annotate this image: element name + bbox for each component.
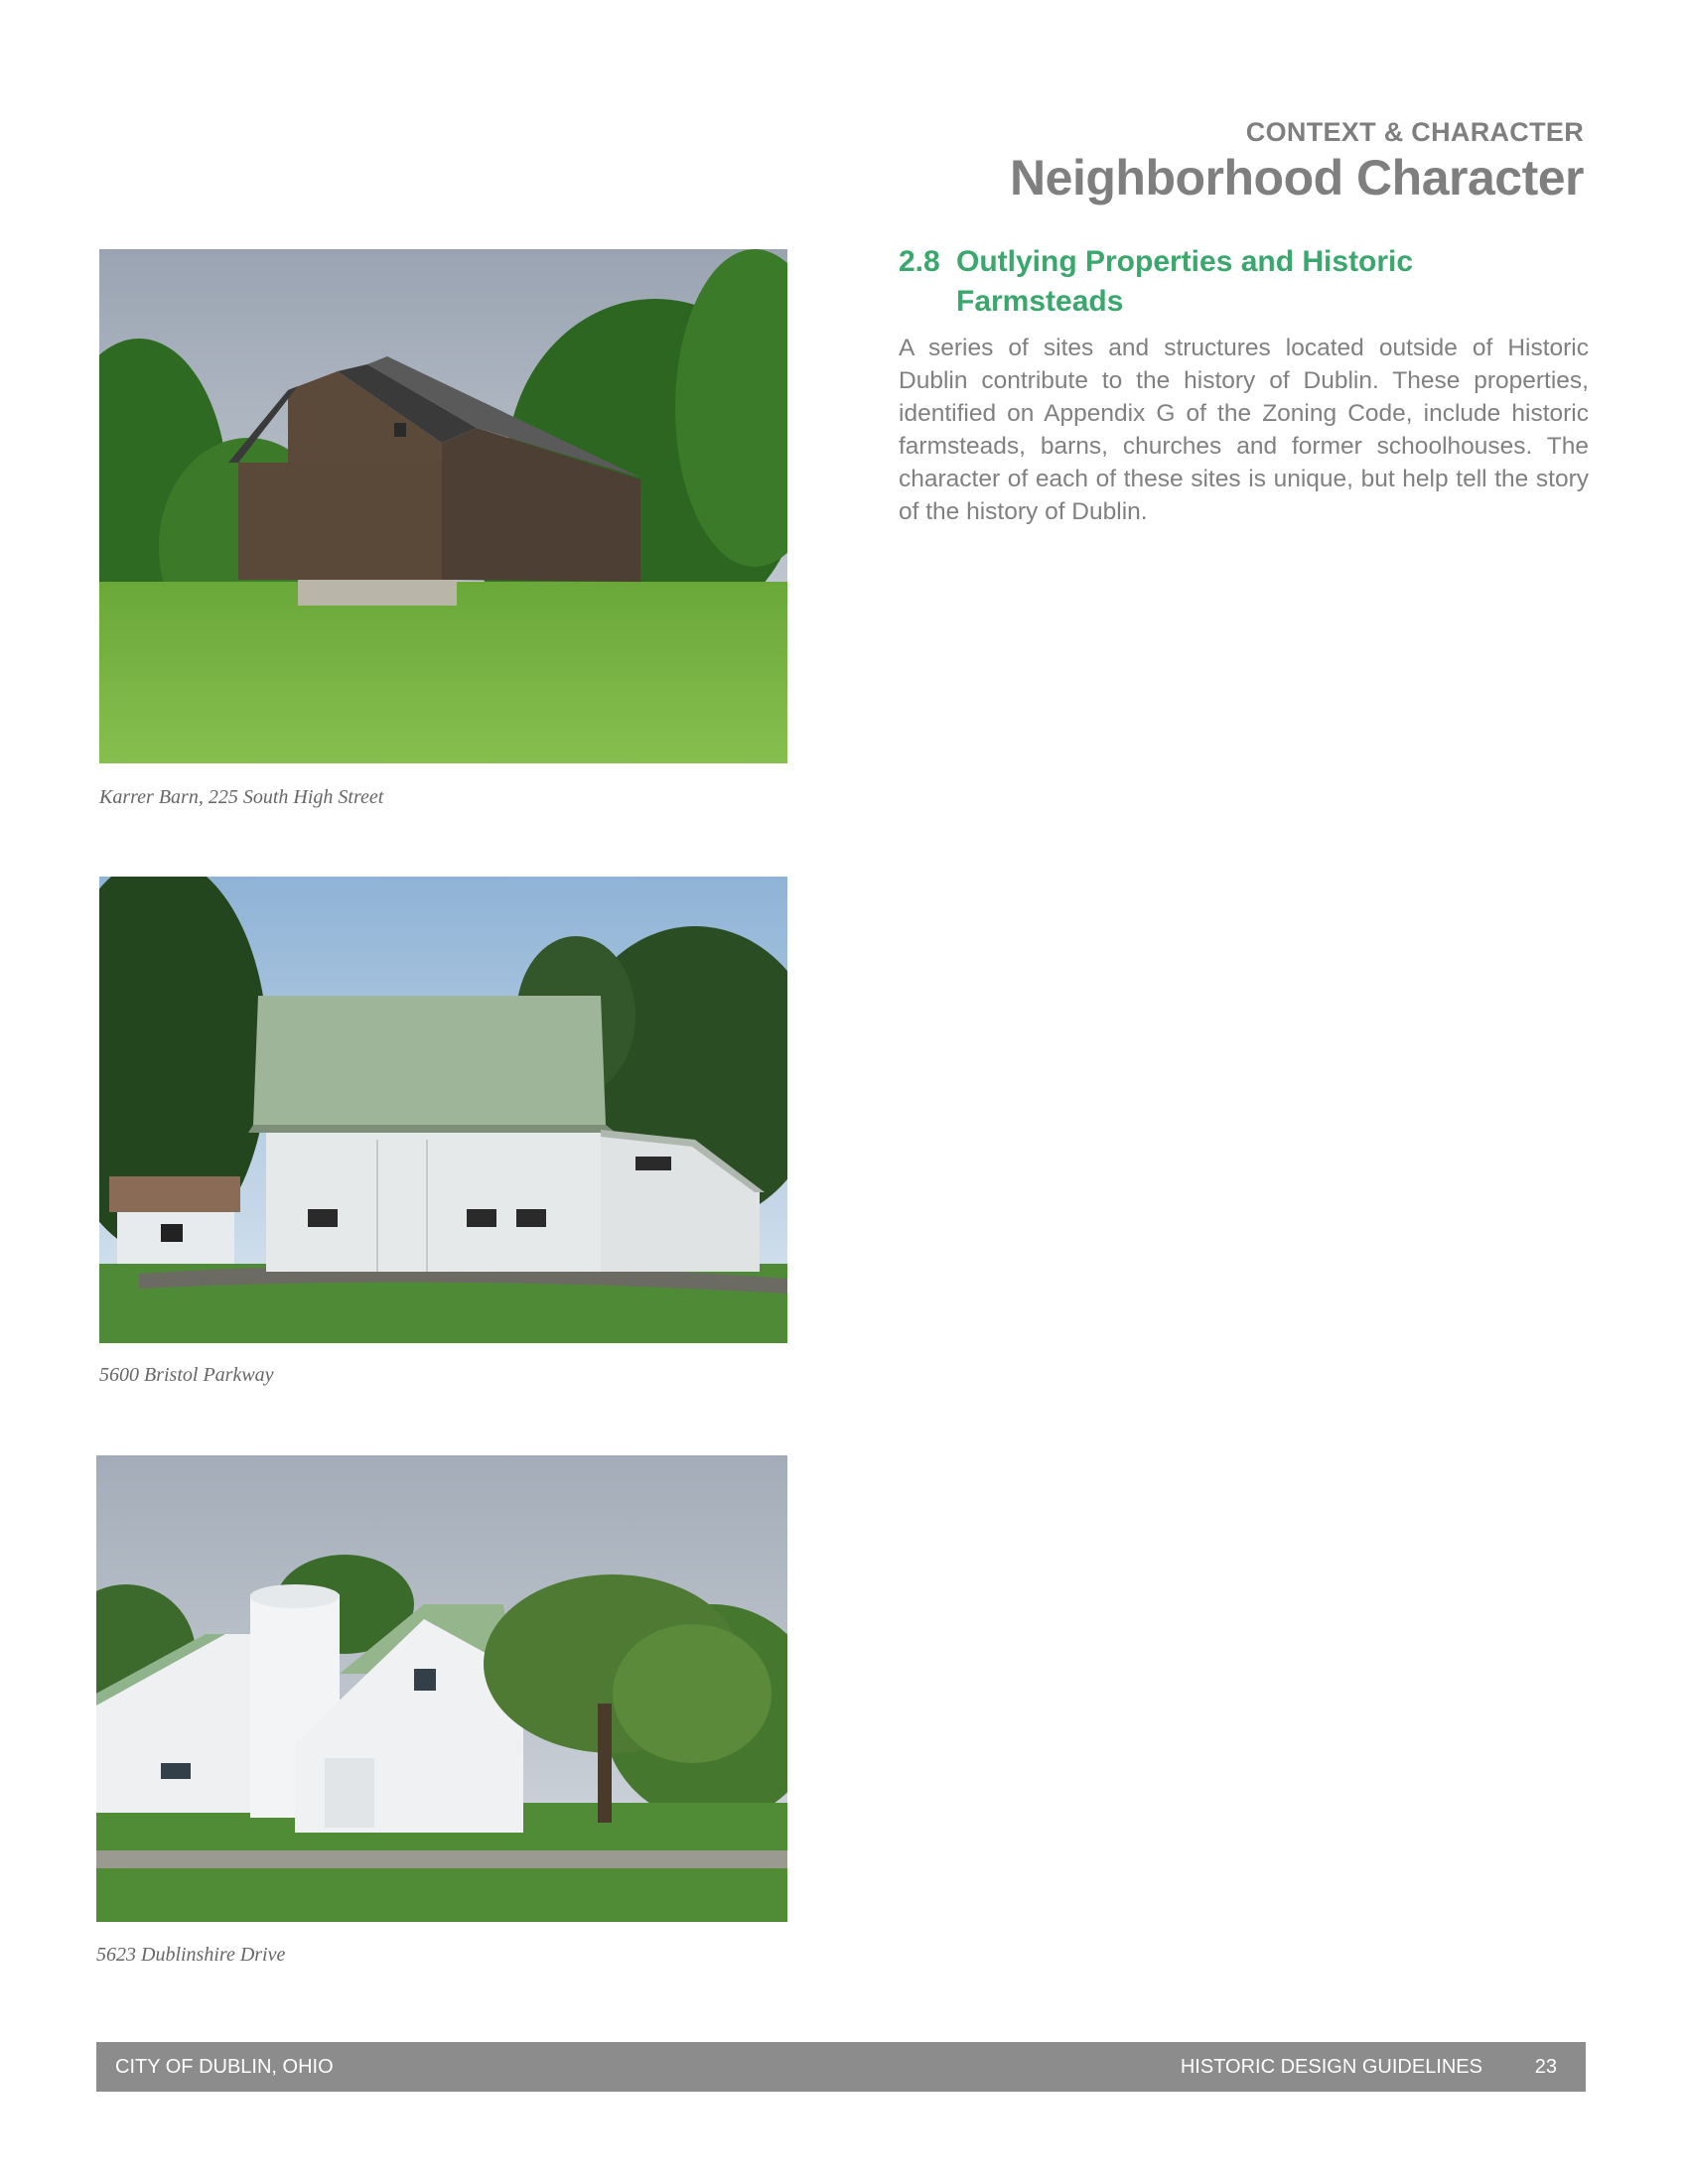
section-title: Outlying Properties and Historic Farmsteads bbox=[956, 245, 1414, 318]
page-title: Neighborhood Character bbox=[1010, 150, 1584, 205]
photo-bristol-parkway-barn bbox=[99, 877, 787, 1343]
section-label: CONTEXT & CHARACTER bbox=[1245, 117, 1584, 147]
photo-caption: 5600 Bristol Parkway bbox=[99, 1364, 274, 1386]
photo-dublinshire-drive-barn bbox=[96, 1455, 787, 1922]
footer-document-title: HISTORIC DESIGN GUIDELINES bbox=[1180, 2056, 1482, 2078]
section-heading bbox=[899, 242, 1594, 322]
section-body: A series of sites and structures located outside of Historic Dublin contribute to the history of Dublin. These properties, identified on Appendix G of the Zoning Code, include historic farmsteads, barns, churches and former schoolhouses. The character of each of these sites is unique, but help tell the story of the history of Dublin. bbox=[899, 335, 1589, 525]
page-number: 23 bbox=[1534, 2056, 1557, 2078]
section-number: 2.8 bbox=[899, 245, 940, 278]
photo-karrer-barn bbox=[99, 249, 787, 763]
page-footer bbox=[96, 2042, 1586, 2092]
photo-caption: 5623 Dublinshire Drive bbox=[96, 1944, 286, 1966]
photo-caption: Karrer Barn, 225 South High Street bbox=[99, 786, 384, 808]
footer-publisher: CITY OF DUBLIN, OHIO bbox=[115, 2056, 334, 2078]
